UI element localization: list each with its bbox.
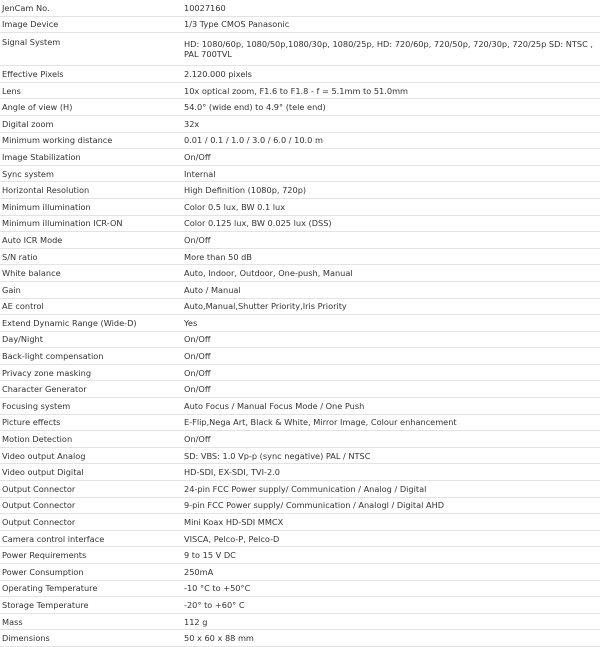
spec-label: Minimum illumination (0, 198, 176, 215)
spec-value: High Definition (1080p, 720p) (176, 182, 600, 199)
spec-label: Mass (0, 613, 176, 630)
spec-label: Video output Analog (0, 447, 176, 464)
table-row (0, 414, 600, 431)
spec-value: -20° to +60° C (176, 597, 600, 614)
spec-value: -10 °C to +50°C (176, 580, 600, 597)
table-row (0, 564, 600, 581)
spec-value: E-Flip,Nega Art, Black & White, Mirror Image, Colour enhancement (176, 414, 600, 431)
spec-label: AE control (0, 298, 176, 315)
spec-label: Video output Digital (0, 464, 176, 481)
spec-label: Sync system (0, 165, 176, 182)
spec-value: On/Off (176, 364, 600, 381)
spec-label: Minimum illumination ICR-ON (0, 215, 176, 232)
table-row (0, 497, 600, 514)
spec-label: Auto ICR Mode (0, 232, 176, 249)
table-row (0, 99, 600, 116)
spec-label: Horizontal Resolution (0, 182, 176, 199)
table-row (0, 348, 600, 365)
table-row (0, 315, 600, 332)
spec-value: 9-pin FCC Power supply/ Communication / Analogl / Digital AHD (176, 497, 600, 514)
table-row (0, 198, 600, 215)
spec-value: 9 to 15 V DC (176, 547, 600, 564)
table-row (0, 149, 600, 166)
spec-value: Color 0.125 lux, BW 0.025 lux (DSS) (176, 215, 600, 232)
table-row (0, 33, 600, 66)
spec-value: Auto / Manual (176, 281, 600, 298)
spec-label: Operating Temperature (0, 580, 176, 597)
spec-value: HD: 1080/60p, 1080/50p,1080/30p, 1080/25p, HD: 720/60p, 720/50p, 720/30p, 720/25p SD: NTSC , PAL 700TVL (176, 33, 600, 66)
table-row (0, 265, 600, 282)
spec-label: Output Connector (0, 481, 176, 498)
spec-label: S/N ratio (0, 248, 176, 265)
spec-value: 54.0° (wide end) to 4.9° (tele end) (176, 99, 600, 116)
spec-label: Focusing system (0, 398, 176, 415)
table-row (0, 431, 600, 448)
spec-value: Internal (176, 165, 600, 182)
table-row (0, 132, 600, 149)
table-row (0, 447, 600, 464)
table-row (0, 281, 600, 298)
table-row (0, 232, 600, 249)
spec-label: Motion Detection (0, 431, 176, 448)
spec-value: On/Off (176, 431, 600, 448)
table-row (0, 0, 600, 16)
table-row (0, 165, 600, 182)
spec-value: Mini Koax HD-SDI MMCX (176, 514, 600, 531)
spec-label: White balance (0, 265, 176, 282)
spec-label: Gain (0, 281, 176, 298)
spec-label: Character Generator (0, 381, 176, 398)
spec-value: More than 50 dB (176, 248, 600, 265)
spec-label: Output Connector (0, 497, 176, 514)
table-row (0, 530, 600, 547)
spec-value: 10027160 (176, 0, 600, 16)
spec-value: Auto Focus / Manual Focus Mode / One Push (176, 398, 600, 415)
spec-label: Image Device (0, 16, 176, 33)
spec-label: Digital zoom (0, 115, 176, 132)
spec-label: Extend Dynamic Range (Wide-D) (0, 315, 176, 332)
spec-value: VISCA, Pelco-P, Pelco-D (176, 530, 600, 547)
spec-value: On/Off (176, 149, 600, 166)
table-row (0, 115, 600, 132)
spec-value: On/Off (176, 232, 600, 249)
table-row (0, 630, 600, 647)
table-row (0, 580, 600, 597)
spec-label: Power Consumption (0, 564, 176, 581)
spec-value: Yes (176, 315, 600, 332)
table-row (0, 16, 600, 33)
table-row (0, 514, 600, 531)
spec-value: HD-SDI, EX-SDI, TVI-2.0 (176, 464, 600, 481)
spec-value: 10x optical zoom, F1.6 to F1.8 - f = 5.1mm to 51.0mm (176, 82, 600, 99)
table-row (0, 381, 600, 398)
spec-value: 32x (176, 115, 600, 132)
spec-value: Auto,Manual,Shutter Priority,Iris Priority (176, 298, 600, 315)
table-row (0, 331, 600, 348)
table-row (0, 613, 600, 630)
spec-value: On/Off (176, 381, 600, 398)
spec-label: Effective Pixels (0, 66, 176, 83)
spec-label: Image Stabilization (0, 149, 176, 166)
table-row (0, 182, 600, 199)
spec-label: Storage Temperature (0, 597, 176, 614)
spec-label: Angle of view (H) (0, 99, 176, 116)
spec-label: Power Requirements (0, 547, 176, 564)
spec-value: Color 0.5 lux, BW 0.1 lux (176, 198, 600, 215)
spec-label: Day/Night (0, 331, 176, 348)
table-row (0, 248, 600, 265)
spec-label: Minimum working distance (0, 132, 176, 149)
spec-value: 1/3 Type CMOS Panasonic (176, 16, 600, 33)
table-row (0, 398, 600, 415)
table-row (0, 215, 600, 232)
spec-value: On/Off (176, 348, 600, 365)
table-row (0, 464, 600, 481)
table-row (0, 364, 600, 381)
table-row (0, 547, 600, 564)
spec-label: Privacy zone masking (0, 364, 176, 381)
spec-label: Dimensions (0, 630, 176, 647)
spec-label: Back-light compensation (0, 348, 176, 365)
spec-label: Camera control interface (0, 530, 176, 547)
spec-value: 250mA (176, 564, 600, 581)
table-row (0, 82, 600, 99)
spec-value: Auto, Indoor, Outdoor, One-push, Manual (176, 265, 600, 282)
spec-value: 112 g (176, 613, 600, 630)
spec-value: On/Off (176, 331, 600, 348)
spec-label: Signal System (0, 33, 176, 66)
spec-value: 2.120.000 pixels (176, 66, 600, 83)
spec-label: Output Connector (0, 514, 176, 531)
table-row (0, 481, 600, 498)
table-row (0, 298, 600, 315)
spec-value: SD: VBS: 1.0 Vp-p (sync negative) PAL / NTSC (176, 447, 600, 464)
spec-label: Picture effects (0, 414, 176, 431)
spec-label: Lens (0, 82, 176, 99)
table-row (0, 66, 600, 83)
spec-value: 50 x 60 x 88 mm (176, 630, 600, 647)
spec-value: 24-pin FCC Power supply/ Communication / Analog / Digital (176, 481, 600, 498)
table-row (0, 597, 600, 614)
spec-value: 0.01 / 0.1 / 1.0 / 3.0 / 6.0 / 10.0 m (176, 132, 600, 149)
spec-label: JenCam No. (0, 0, 176, 16)
